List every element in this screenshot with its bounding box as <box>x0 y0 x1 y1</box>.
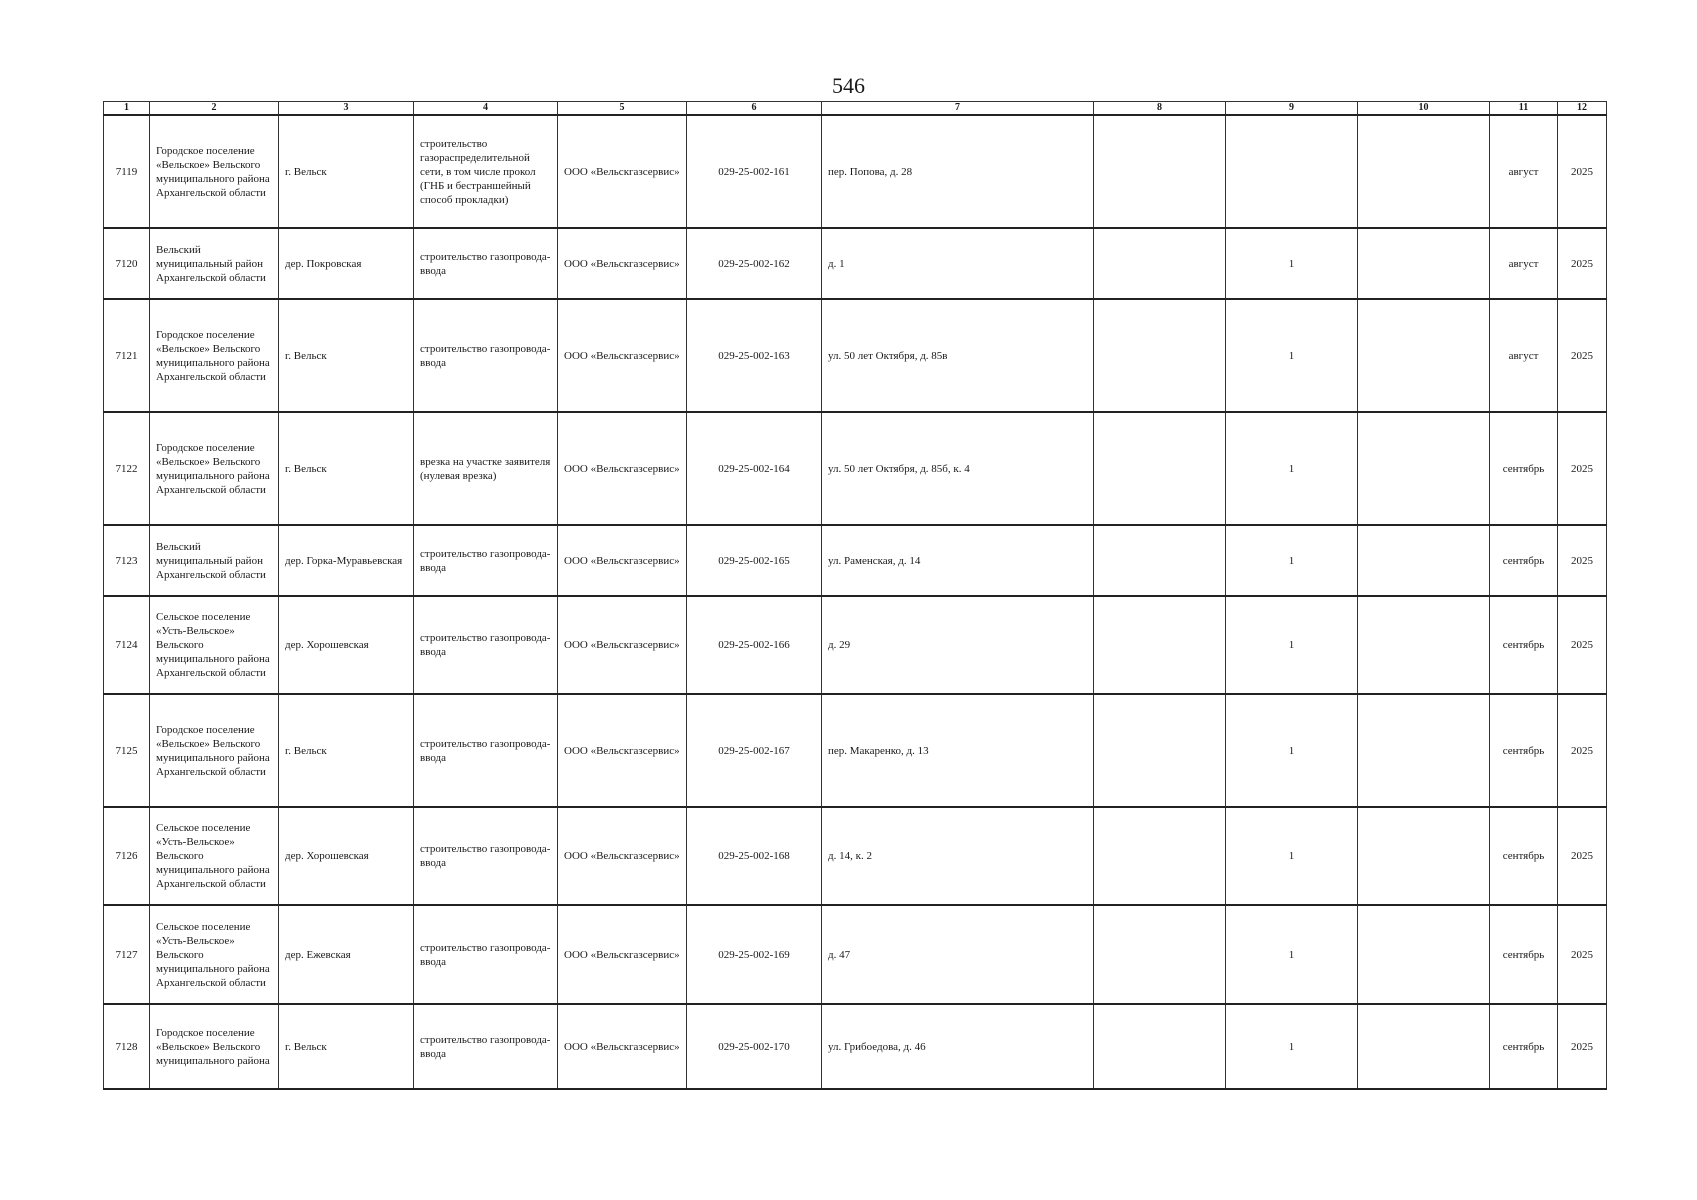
locality: г. Вельск <box>279 1004 414 1089</box>
row-number: 7119 <box>104 115 150 228</box>
year: 2025 <box>1558 228 1607 299</box>
column-8-cell <box>1094 905 1226 1004</box>
address: пер. Попова, д. 28 <box>822 115 1094 228</box>
table-row <box>104 525 1607 596</box>
column-header: 1 <box>104 102 150 116</box>
municipality: Вельский муниципальный район Архангельской области <box>150 525 279 596</box>
object-code: 029-25-002-169 <box>687 905 822 1004</box>
column-8-cell <box>1094 412 1226 525</box>
table-row <box>104 905 1607 1004</box>
work-type: строительство газопровода-ввода <box>414 299 558 412</box>
month: сентябрь <box>1490 807 1558 905</box>
municipality: Городское поселение «Вельское» Вельского муниципального района Архангельской области <box>150 299 279 412</box>
column-9-cell: 1 <box>1226 299 1358 412</box>
column-header: 6 <box>687 102 822 116</box>
column-header: 9 <box>1226 102 1358 116</box>
year: 2025 <box>1558 525 1607 596</box>
locality: дер. Хорошевская <box>279 807 414 905</box>
year: 2025 <box>1558 412 1607 525</box>
column-10-cell <box>1358 115 1490 228</box>
column-10-cell <box>1358 807 1490 905</box>
row-number: 7121 <box>104 299 150 412</box>
column-header: 4 <box>414 102 558 116</box>
column-10-cell <box>1358 525 1490 596</box>
locality: г. Вельск <box>279 299 414 412</box>
column-9-cell: 1 <box>1226 807 1358 905</box>
column-header: 7 <box>822 102 1094 116</box>
organization: ООО «Вельскгазсервис» <box>558 1004 687 1089</box>
column-10-cell <box>1358 1004 1490 1089</box>
work-type: строительство газопровода-ввода <box>414 694 558 807</box>
column-9-cell: 1 <box>1226 525 1358 596</box>
address: ул. 50 лет Октября, д. 85в <box>822 299 1094 412</box>
column-9-cell <box>1226 115 1358 228</box>
table-row <box>104 228 1607 299</box>
locality: дер. Хорошевская <box>279 596 414 694</box>
work-type: строительство газопровода-ввода <box>414 905 558 1004</box>
column-header: 5 <box>558 102 687 116</box>
address: ул. Грибоедова, д. 46 <box>822 1004 1094 1089</box>
column-8-cell <box>1094 1004 1226 1089</box>
table-row <box>104 807 1607 905</box>
column-9-cell: 1 <box>1226 694 1358 807</box>
organization: ООО «Вельскгазсервис» <box>558 115 687 228</box>
table-row <box>104 299 1607 412</box>
organization: ООО «Вельскгазсервис» <box>558 299 687 412</box>
object-code: 029-25-002-170 <box>687 1004 822 1089</box>
table-body <box>104 115 1607 1089</box>
month: август <box>1490 299 1558 412</box>
row-number: 7125 <box>104 694 150 807</box>
row-number: 7124 <box>104 596 150 694</box>
address: пер. Макаренко, д. 13 <box>822 694 1094 807</box>
work-type: строительство газопровода-ввода <box>414 525 558 596</box>
gas-connection-table <box>103 101 1607 1090</box>
organization: ООО «Вельскгазсервис» <box>558 412 687 525</box>
month: сентябрь <box>1490 905 1558 1004</box>
month: сентябрь <box>1490 1004 1558 1089</box>
month: август <box>1490 228 1558 299</box>
row-number: 7123 <box>104 525 150 596</box>
year: 2025 <box>1558 905 1607 1004</box>
row-number: 7120 <box>104 228 150 299</box>
work-type: строительство газораспределительной сети, в том числе прокол (ГНБ и бестраншейный способ прокладки) <box>414 115 558 228</box>
page-number: 546 <box>832 73 865 98</box>
column-header: 2 <box>150 102 279 116</box>
address: д. 14, к. 2 <box>822 807 1094 905</box>
municipality: Городское поселение «Вельское» Вельского муниципального района <box>150 1004 279 1089</box>
row-number: 7128 <box>104 1004 150 1089</box>
month: август <box>1490 115 1558 228</box>
locality: г. Вельск <box>279 115 414 228</box>
organization: ООО «Вельскгазсервис» <box>558 596 687 694</box>
column-9-cell: 1 <box>1226 596 1358 694</box>
locality: дер. Горка-Муравьевская <box>279 525 414 596</box>
municipality: Сельское поселение «Усть-Вельское» Вельского муниципального района Архангельской области <box>150 596 279 694</box>
column-header: 3 <box>279 102 414 116</box>
column-10-cell <box>1358 228 1490 299</box>
organization: ООО «Вельскгазсервис» <box>558 525 687 596</box>
row-number: 7127 <box>104 905 150 1004</box>
month: сентябрь <box>1490 694 1558 807</box>
locality: г. Вельск <box>279 412 414 525</box>
organization: ООО «Вельскгазсервис» <box>558 228 687 299</box>
municipality: Городское поселение «Вельское» Вельского муниципального района Архангельской области <box>150 115 279 228</box>
object-code: 029-25-002-162 <box>687 228 822 299</box>
table-row <box>104 1004 1607 1089</box>
table-row <box>104 596 1607 694</box>
address: ул. Раменская, д. 14 <box>822 525 1094 596</box>
municipality: Вельский муниципальный район Архангельской области <box>150 228 279 299</box>
column-9-cell: 1 <box>1226 228 1358 299</box>
address: д. 47 <box>822 905 1094 1004</box>
organization: ООО «Вельскгазсервис» <box>558 905 687 1004</box>
organization: ООО «Вельскгазсервис» <box>558 807 687 905</box>
column-8-cell <box>1094 525 1226 596</box>
month: сентябрь <box>1490 596 1558 694</box>
object-code: 029-25-002-164 <box>687 412 822 525</box>
work-type: строительство газопровода-ввода <box>414 228 558 299</box>
column-header: 8 <box>1094 102 1226 116</box>
municipality: Сельское поселение «Усть-Вельское» Вельского муниципального района Архангельской области <box>150 807 279 905</box>
column-10-cell <box>1358 412 1490 525</box>
object-code: 029-25-002-165 <box>687 525 822 596</box>
work-type: врезка на участке заявителя (нулевая врезка) <box>414 412 558 525</box>
column-9-cell: 1 <box>1226 905 1358 1004</box>
address: д. 1 <box>822 228 1094 299</box>
column-10-cell <box>1358 299 1490 412</box>
row-number: 7126 <box>104 807 150 905</box>
locality: дер. Ежевская <box>279 905 414 1004</box>
column-8-cell <box>1094 807 1226 905</box>
locality: г. Вельск <box>279 694 414 807</box>
table-row <box>104 694 1607 807</box>
object-code: 029-25-002-161 <box>687 115 822 228</box>
year: 2025 <box>1558 1004 1607 1089</box>
column-8-cell <box>1094 596 1226 694</box>
year: 2025 <box>1558 694 1607 807</box>
address: д. 29 <box>822 596 1094 694</box>
column-header: 10 <box>1358 102 1490 116</box>
column-9-cell: 1 <box>1226 412 1358 525</box>
year: 2025 <box>1558 596 1607 694</box>
work-type: строительство газопровода-ввода <box>414 1004 558 1089</box>
table-row <box>104 115 1607 228</box>
municipality: Сельское поселение «Усть-Вельское» Вельского муниципального района Архангельской области <box>150 905 279 1004</box>
work-type: строительство газопровода-ввода <box>414 596 558 694</box>
object-code: 029-25-002-163 <box>687 299 822 412</box>
object-code: 029-25-002-167 <box>687 694 822 807</box>
column-10-cell <box>1358 905 1490 1004</box>
column-header: 11 <box>1490 102 1558 116</box>
year: 2025 <box>1558 115 1607 228</box>
row-number: 7122 <box>104 412 150 525</box>
year: 2025 <box>1558 807 1607 905</box>
column-8-cell <box>1094 115 1226 228</box>
column-header: 12 <box>1558 102 1607 116</box>
municipality: Городское поселение «Вельское» Вельского муниципального района Архангельской области <box>150 412 279 525</box>
column-8-cell <box>1094 299 1226 412</box>
column-8-cell <box>1094 694 1226 807</box>
address: ул. 50 лет Октября, д. 85б, к. 4 <box>822 412 1094 525</box>
organization: ООО «Вельскгазсервис» <box>558 694 687 807</box>
object-code: 029-25-002-166 <box>687 596 822 694</box>
year: 2025 <box>1558 299 1607 412</box>
month: сентябрь <box>1490 412 1558 525</box>
object-code: 029-25-002-168 <box>687 807 822 905</box>
work-type: строительство газопровода-ввода <box>414 807 558 905</box>
locality: дер. Покровская <box>279 228 414 299</box>
column-9-cell: 1 <box>1226 1004 1358 1089</box>
month: сентябрь <box>1490 525 1558 596</box>
municipality: Городское поселение «Вельское» Вельского муниципального района Архангельской области <box>150 694 279 807</box>
column-10-cell <box>1358 694 1490 807</box>
column-8-cell <box>1094 228 1226 299</box>
table-row <box>104 412 1607 525</box>
header-row <box>104 102 1607 116</box>
column-10-cell <box>1358 596 1490 694</box>
